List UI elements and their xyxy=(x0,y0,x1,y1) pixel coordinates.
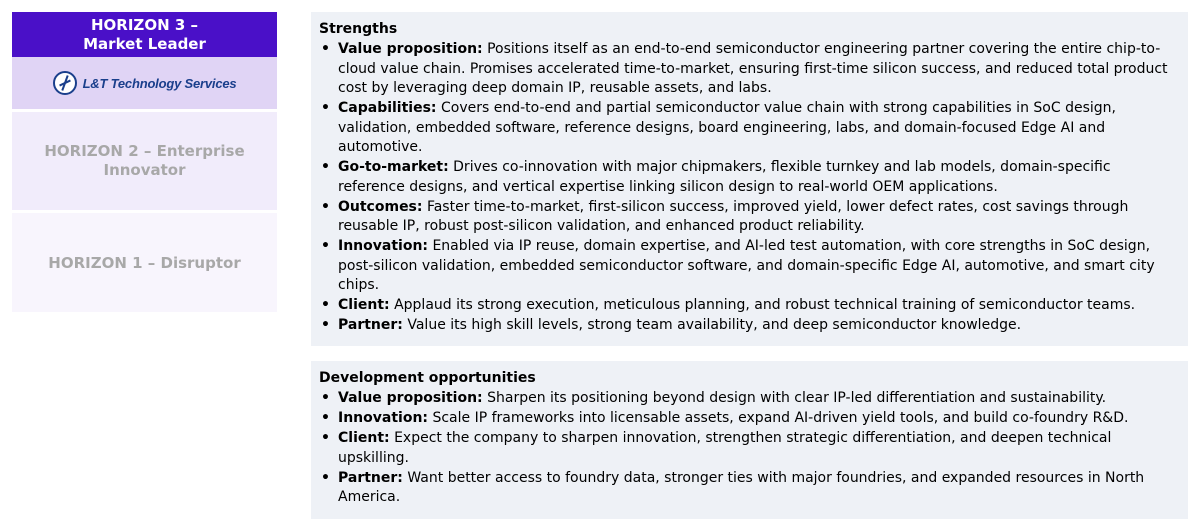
item-label: Innovation: xyxy=(338,238,429,254)
item-text: Sharpen its positioning beyond design with clear IP-led differentiation and sustainability. xyxy=(482,390,1107,406)
item-text: Positions itself as an end-to-end semiconductor engineering partner covering the entire chip-to-cloud value chain. Promises accelerated time-to-market, ensuring first-time silicon success, and reduced total product cost by leveraging deep domain IP, reusable assets, and labs. xyxy=(338,41,1168,96)
list-item xyxy=(319,296,1178,316)
item-text: Applaud its strong execution, meticulous planning, and robust technical training of semiconductor teams. xyxy=(389,297,1136,313)
horizon-3-logo-box xyxy=(12,57,277,109)
item-label: Value proposition: xyxy=(338,390,483,406)
item-text: Scale IP frameworks into licensable assets, expand AI-driven yield tools, and build co-foundry R&D. xyxy=(428,410,1129,426)
item-text: Faster time-to-market, first-silicon success, improved yield, lower defect rates, cost savings through reusable IP, robust post-silicon validation, and enhanced product reliability. xyxy=(338,198,1129,234)
list-item xyxy=(319,429,1178,468)
strengths-list xyxy=(319,40,1178,336)
horizon-1-title: HORIZON 1 – Disruptor xyxy=(48,253,241,272)
development-list xyxy=(319,389,1178,508)
list-item xyxy=(319,99,1178,158)
strengths-heading: Strengths xyxy=(319,21,398,37)
item-label: Partner: xyxy=(338,469,403,486)
item-text: Covers end-to-end and partial semiconductor value chain with strong capabilities in SoC design, validation, embedded software, reference designs, board engineering, labs, and domain-focused Edge AI and automotive. xyxy=(338,100,1116,155)
item-label: Capabilities: xyxy=(338,100,437,116)
horizon-3-title-line2: Market Leader xyxy=(83,34,206,53)
list-item xyxy=(319,237,1178,296)
item-label: Client: xyxy=(338,430,390,446)
company-logo-text: L&T Technology Services xyxy=(82,75,237,91)
item-text: Want better access to foundry data, stronger ties with major foundries, and expanded resources in North America. xyxy=(338,469,1145,505)
item-text: Drives co-innovation with major chipmakers, flexible turnkey and lab models, domain-specific reference designs, and vertical expertise linking silicon design to real-world OEM applications. xyxy=(338,159,1111,195)
list-item xyxy=(319,40,1178,99)
list-item xyxy=(319,158,1178,197)
development-panel xyxy=(311,361,1188,519)
horizon-1-box xyxy=(12,213,277,312)
item-text: Expect the company to sharpen innovation, strengthen strategic differentiation, and deepen technical upskilling. xyxy=(338,430,1112,466)
item-label: Innovation: xyxy=(338,410,429,426)
horizon-column xyxy=(12,12,277,312)
lt-logo-icon xyxy=(53,71,77,95)
list-item xyxy=(319,409,1178,429)
list-item xyxy=(319,198,1178,237)
item-label: Partner: xyxy=(338,317,403,333)
horizon-2-title-line2: Innovator xyxy=(103,161,186,179)
item-text: Value its high skill levels, strong team availability, and deep semiconductor knowledge. xyxy=(402,317,1022,333)
development-heading: Development opportunities xyxy=(319,370,536,386)
horizon-2-title-line1: HORIZON 2 – Enterprise xyxy=(44,142,245,160)
list-item xyxy=(319,469,1178,508)
item-label: Outcomes: xyxy=(338,198,423,215)
strengths-panel xyxy=(311,12,1188,346)
horizon-2-box xyxy=(12,112,277,210)
list-item xyxy=(319,316,1178,336)
item-label: Go-to-market: xyxy=(338,159,449,175)
item-text: Enabled via IP reuse, domain expertise, and AI-led test automation, with core strengths in SoC design, post-silicon validation, embedded semiconductor software, and domain-specific Edge AI, automotive, and smart city chips. xyxy=(338,238,1155,293)
horizon-3-header xyxy=(12,12,277,57)
item-label: Client: xyxy=(338,297,390,313)
horizon-3-title-line1: HORIZON 3 – xyxy=(91,15,198,34)
item-label: Value proposition: xyxy=(338,41,483,57)
company-logo xyxy=(53,71,237,95)
list-item xyxy=(319,389,1178,409)
